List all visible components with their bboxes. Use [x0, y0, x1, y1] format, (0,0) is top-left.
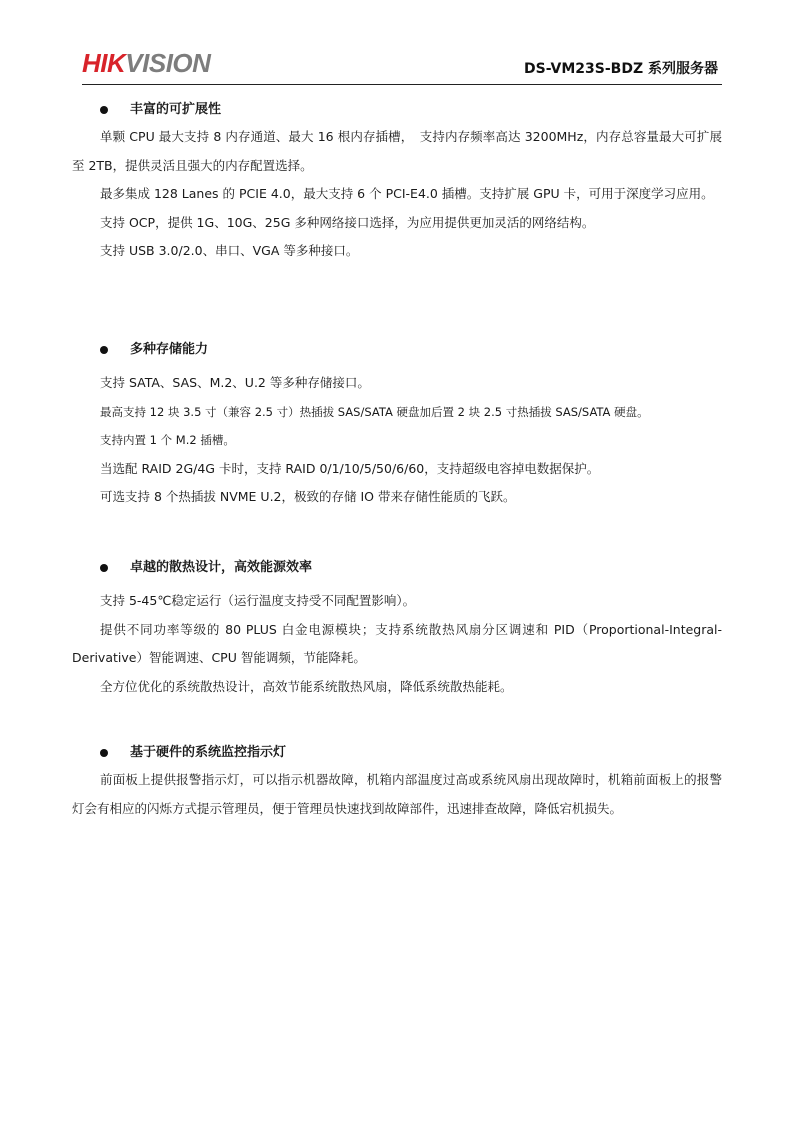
section-storage — [72, 341, 722, 512]
section-cooling — [72, 559, 722, 701]
paragraph: 提供不同功率等级的 80 PLUS 白金电源模块；支持系统散热风扇分区调速和 PID（Proportional-Integral-Derivative）智能调速、CPU 智能调频，节能降耗。 — [72, 621, 722, 665]
bullet-icon — [100, 106, 108, 114]
bullet-icon — [100, 564, 108, 572]
paragraph: 全方位优化的系统散热设计，高效节能系统散热风扇，降低系统散热能耗。 — [100, 678, 513, 694]
bullet-icon — [100, 346, 108, 354]
section-title: 卓越的散热设计，高效能源效率 — [130, 560, 313, 575]
paragraph: 支持 SATA、SAS、M.2、U.2 等多种存储接口。 — [100, 375, 370, 390]
paragraph: 当选配 RAID 2G/4G 卡时，支持 RAID 0/1/10/5/50/6/60，支持超级电容掉电数据保护。 — [100, 460, 600, 476]
section-title: 多种存储能力 — [130, 342, 209, 357]
section-monitoring — [72, 744, 722, 823]
page-header — [82, 46, 722, 85]
paragraph: 可选支持 8 个热插拔 NVME U.2，极致的存储 IO 带来存储性能质的飞跃。 — [100, 489, 516, 504]
paragraph: 支持 USB 3.0/2.0、串口、VGA 等多种接口。 — [100, 243, 359, 258]
section-title: 丰富的可扩展性 — [130, 102, 222, 117]
document-title: DS-VM23S-BDZ 系列服务器 — [524, 61, 718, 77]
logo-part-2: VISION — [125, 48, 211, 78]
paragraph: 支持 5-45℃稳定运行（运行温度支持受不同配置影响）。 — [100, 593, 416, 608]
paragraph: 最高支持 12 块 3.5 寸（兼容 2.5 寸）热插拔 SAS/SATA 硬盘加后置 2 块 2.5 寸热插拔 SAS/SATA 硬盘。 — [100, 404, 649, 419]
paragraph: 支持内置 1 个 M.2 插槽。 — [100, 433, 235, 447]
paragraph: 单颗 CPU 最大支持 8 内存通道、最大 16 根内存插槽， 支持内存频率高达 3200MHz，内存总容量最大可扩展至 2TB，提供灵活且强大的内存配置选择。 — [72, 129, 722, 173]
paragraph: 支持 OCP，提供 1G、10G、25G 多种网络接口选择，为应用提供更加灵活的网络结构。 — [100, 214, 595, 230]
paragraph: 前面板上提供报警指示灯，可以指示机器故障，机箱内部温度过高或系统风扇出现故障时，机箱前面板上的报警灯会有相应的闪烁方式提示管理员，便于管理员快速找到故障部件，迅速排查故障，降低宕机损失。 — [72, 772, 722, 816]
bullet-icon — [100, 749, 108, 757]
logo-part-1: HIK — [82, 48, 126, 78]
paragraph: 最多集成 128 Lanes 的 PCIE 4.0，最大支持 6 个 PCI-E4.0 插槽。支持扩展 GPU 卡，可用于深度学习应用。 — [100, 186, 714, 201]
section-title: 基于硬件的系统监控指示灯 — [130, 745, 287, 760]
section-expandability — [72, 101, 722, 266]
hikvision-logo — [82, 48, 210, 78]
